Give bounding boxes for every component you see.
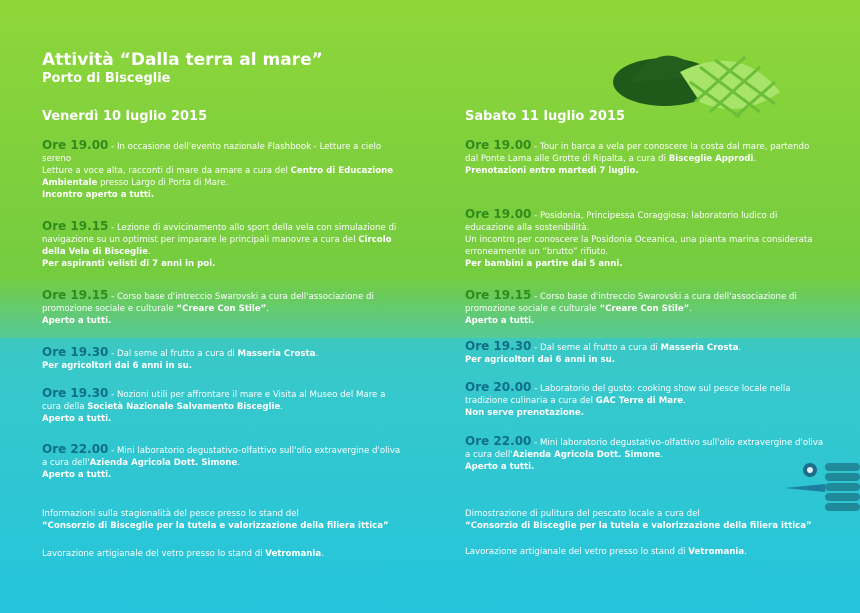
event-note: Aperto a tutti.: [42, 316, 112, 326]
page-title: Attività “Dalla terra al mare”: [42, 50, 323, 70]
footer-consortium: “Consorzio di Bisceglie per la tutela e valorizzazione della filiera ittica”: [465, 521, 812, 531]
footer-brand: Vetromania: [688, 547, 745, 557]
event-text: .: [280, 402, 283, 412]
event-text: .: [683, 396, 686, 406]
event-time: Ore 22.00: [465, 434, 532, 448]
event-time: Ore 19.15: [42, 288, 109, 302]
event-note: Per aspiranti velisti di 7 anni in poi.: [42, 259, 216, 269]
day-heading-left: Venerdì 10 luglio 2015: [42, 109, 208, 124]
event-time: Ore 19.30: [42, 345, 109, 359]
event-text: presso Largo di Porta di Mare.: [97, 178, 229, 188]
event-organizer: GAC Terre di Mare: [595, 396, 684, 406]
event-entry: [42, 443, 402, 481]
footer-text: .: [744, 547, 747, 557]
event-entry: [42, 139, 402, 201]
event-text: .: [738, 343, 742, 353]
footer-info: [465, 508, 845, 532]
event-text: Letture a voce alta, racconti di mare da amare a cura del: [42, 166, 291, 176]
footer-text: Dimostrazione di pulitura del pescato locale a cura del: [465, 509, 700, 519]
event-time: Ore 19.00: [465, 207, 532, 221]
event-entry: [465, 208, 825, 270]
event-text: - Laboratorio del gusto: cooking show sul pesce locale nella tradizione culinaria a cura del: [465, 384, 791, 406]
event-time: Ore 19.30: [42, 386, 109, 400]
event-text: - Corso base d'intreccio Swarovski a cura dell'associazione di promozione sociale e culturale: [465, 292, 797, 314]
event-text: - Tour in barca a vela per conoscere la costa dal mare, partendo dal Ponte Lama alle Grotte di Ripalta, a cura di: [465, 142, 810, 164]
event-note: Per agricoltori dai 6 anni in su.: [465, 355, 616, 365]
event-entry: [42, 220, 402, 270]
hat-icon: [610, 42, 800, 122]
event-text: - In occasione dell'evento nazionale Flashbook - Letture a cielo sereno: [42, 142, 382, 164]
event-note: Non serve prenotazione.: [465, 408, 585, 418]
event-note: Incontro aperto a tutti.: [42, 190, 155, 200]
event-note: Aperto a tutti.: [42, 470, 112, 480]
event-note: Aperto a tutti.: [42, 414, 112, 424]
event-text: - Mini laboratorio degustativo-olfattivo sull'olio extravergine d'oliva a cura dell': [42, 446, 401, 468]
footer-info: [42, 508, 422, 532]
event-text: - Mini laboratorio degustativo-olfattivo sull'olio extravergine d'oliva a cura dell': [465, 438, 824, 460]
footer-text: .: [321, 549, 324, 559]
event-entry: [465, 435, 825, 473]
footer-info: [465, 546, 845, 558]
event-text: - Corso base d'intreccio Swarovski a cura dell'associazione di promozione sociale e culturale: [42, 292, 374, 314]
event-text: - Lezione di avvicinamento allo sport della vela con simulazione di navigazione su un optimist per imparare le principali manovre a cura del: [42, 223, 397, 245]
event-text: .: [689, 304, 693, 314]
event-time: Ore 19.00: [465, 138, 532, 152]
event-organizer: Bisceglie Approdi: [668, 154, 754, 164]
event-text: .: [753, 154, 757, 164]
event-time: Ore 22.00: [42, 442, 109, 456]
event-time: Ore 19.15: [465, 288, 532, 302]
event-entry: [42, 387, 402, 425]
event-text: .: [660, 450, 663, 460]
event-text: - Nozioni utili per affrontare il mare e Visita al Museo del Mare a cura della: [42, 390, 386, 412]
footer-info: [42, 548, 422, 560]
event-time: Ore 19.00: [42, 138, 109, 152]
event-note: Per bambini a partire dai 5 anni.: [465, 259, 623, 269]
event-entry: [42, 289, 402, 327]
event-text: .: [315, 349, 319, 359]
footer-text: Lavorazione artigianale del vetro presso lo stand di: [465, 547, 689, 557]
event-entry: [465, 381, 825, 419]
event-text: .: [147, 247, 151, 257]
event-text: - Dal seme al frutto a cura di: [108, 349, 238, 359]
event-entry: [465, 340, 825, 366]
event-note: Aperto a tutti.: [465, 316, 535, 326]
event-time: Ore 19.30: [465, 339, 532, 353]
event-entry: [465, 289, 825, 327]
event-organizer: Circolo della Vela di Bisceglie: [42, 235, 392, 257]
event-note: Prenotazioni entro martedì 7 luglio.: [465, 166, 639, 176]
footer-text: Lavorazione artigianale del vetro presso lo stand di: [42, 549, 266, 559]
event-organizer: “Creare Con Stile”: [599, 304, 690, 314]
footer-brand: Vetromania: [265, 549, 322, 559]
event-entry: [465, 139, 825, 177]
event-time: Ore 19.15: [42, 219, 109, 233]
day-heading-right: Sabato 11 luglio 2015: [465, 109, 626, 124]
event-entry: [42, 346, 402, 372]
event-organizer: Società Nazionale Salvamento Bisceglie: [87, 402, 281, 412]
event-organizer: Masseria Crosta: [237, 349, 316, 359]
event-organizer: Masseria Crosta: [660, 343, 739, 353]
event-text: - Posidonia, Principessa Coraggiosa: laboratorio ludico di educazione alla sostenibilità.: [465, 211, 778, 233]
event-organizer: Azienda Agricola Dott. Simone: [89, 458, 238, 468]
event-text: .: [237, 458, 240, 468]
event-organizer: Azienda Agricola Dott. Simone: [512, 450, 661, 460]
page-subtitle: Porto di Bisceglie: [42, 71, 171, 86]
event-note: Aperto a tutti.: [465, 462, 535, 472]
footer-consortium: “Consorzio di Bisceglie per la tutela e valorizzazione della filiera ittica”: [42, 521, 389, 531]
event-organizer: Centro di Educazione Ambientale: [42, 166, 394, 188]
event-organizer: “Creare Con Stile”: [176, 304, 267, 314]
footer-text: Informazioni sulla stagionalità del pesce presso lo stand del: [42, 509, 299, 519]
event-text: - Dal seme al frutto a cura di: [531, 343, 661, 353]
event-note: Per agricoltori dai 6 anni in su.: [42, 361, 193, 371]
event-text: Un incontro per conoscere la Posidonia Oceanica, una pianta marina considerata erroneamente un “brutto” rifiuto.: [465, 235, 813, 257]
event-time: Ore 20.00: [465, 380, 532, 394]
event-text: .: [266, 304, 270, 314]
